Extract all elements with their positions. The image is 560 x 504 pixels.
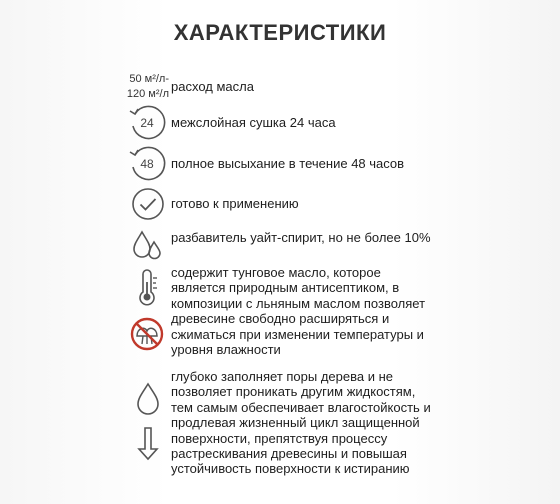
oil-consumption-text: расход масла	[171, 79, 254, 94]
thermometer-icon	[127, 268, 167, 308]
clock-48-icon	[127, 143, 167, 183]
ready-to-use-text: готово к применению	[171, 196, 299, 211]
check-circle-icon	[128, 184, 168, 224]
drops-icon	[127, 225, 167, 265]
full-drying-text: полное высыхание в течение 48 часов	[171, 156, 405, 171]
oil-rate-line1: 50 м²/л-	[129, 73, 169, 85]
page-title: ХАРАКТЕРИСТИКИ	[173, 20, 387, 45]
deep-penetration-text: глубоко заполняет поры дерева и не позволяет проникать другим жидкостям, тем самым обеспечивает влагостойкость и продлевая жизненный цикл защищенной поверхности, препятствуя процессу растрескивания древесины и повышая устойчивость поверхности к истиранию	[171, 369, 431, 477]
no-mold-icon	[127, 314, 167, 354]
drop-icon	[128, 378, 168, 418]
oil-rate	[107, 72, 169, 102]
clock-48-badge: 48	[140, 157, 154, 171]
tung-oil-text: содержит тунговое масло, которое является природным антисептиком, в композиции с льняным маслом позволяет древесине свободно расширяться и сжиматься при изменении температуры и уровня влажности	[171, 265, 426, 358]
clock-24-badge: 24	[140, 116, 154, 130]
clock-24-icon	[127, 102, 167, 142]
oil-rate-line2: 120 м²/л	[126, 88, 169, 100]
thinner-text: разбавитель уайт-спирит, но не более 10%	[171, 230, 431, 245]
arrow-down-icon	[128, 423, 168, 463]
interlayer-drying-text: межслойная сушка 24 часа	[171, 115, 336, 130]
